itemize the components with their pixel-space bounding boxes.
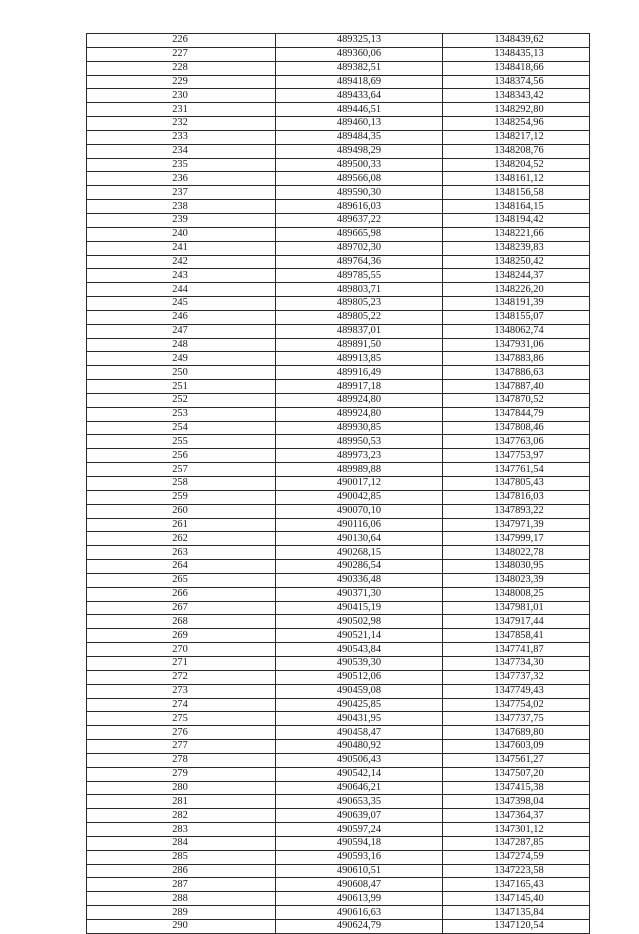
coordinates-table (86, 33, 590, 934)
point-number-cell: 265 (87, 573, 276, 587)
y-coordinate-cell: 1348254,96 (443, 117, 590, 131)
point-number-cell: 290 (87, 920, 276, 934)
x-coordinate-cell: 490512,06 (276, 670, 443, 684)
table-row (87, 75, 590, 89)
point-number-cell: 236 (87, 172, 276, 186)
y-coordinate-cell: 1347858,41 (443, 629, 590, 643)
y-coordinate-cell: 1348155,07 (443, 310, 590, 324)
y-coordinate-cell: 1348022,78 (443, 546, 590, 560)
y-coordinate-cell: 1347223,58 (443, 864, 590, 878)
point-number-cell: 279 (87, 767, 276, 781)
point-number-cell: 270 (87, 643, 276, 657)
x-coordinate-cell: 490070,10 (276, 504, 443, 518)
x-coordinate-cell: 490042,85 (276, 490, 443, 504)
y-coordinate-cell: 1347805,43 (443, 477, 590, 491)
point-number-cell: 229 (87, 75, 276, 89)
point-number-cell: 288 (87, 892, 276, 906)
point-number-cell: 286 (87, 864, 276, 878)
y-coordinate-cell: 1348226,20 (443, 283, 590, 297)
table-row (87, 684, 590, 698)
x-coordinate-cell: 490415,19 (276, 601, 443, 615)
table-row (87, 629, 590, 643)
x-coordinate-cell: 489973,23 (276, 449, 443, 463)
point-number-cell: 260 (87, 504, 276, 518)
point-number-cell: 249 (87, 352, 276, 366)
point-number-cell: 253 (87, 407, 276, 421)
point-number-cell: 281 (87, 795, 276, 809)
point-number-cell: 227 (87, 47, 276, 61)
y-coordinate-cell: 1348418,66 (443, 61, 590, 75)
table-row (87, 103, 590, 117)
x-coordinate-cell: 490542,14 (276, 767, 443, 781)
y-coordinate-cell: 1347398,04 (443, 795, 590, 809)
table-row (87, 504, 590, 518)
table-row (87, 836, 590, 850)
table-row (87, 352, 590, 366)
table-row (87, 158, 590, 172)
y-coordinate-cell: 1348164,15 (443, 200, 590, 214)
x-coordinate-cell: 490616,63 (276, 906, 443, 920)
x-coordinate-cell: 490543,84 (276, 643, 443, 657)
y-coordinate-cell: 1348191,39 (443, 297, 590, 311)
point-number-cell: 248 (87, 338, 276, 352)
point-number-cell: 274 (87, 698, 276, 712)
table-row (87, 490, 590, 504)
point-number-cell: 278 (87, 753, 276, 767)
y-coordinate-cell: 1347689,80 (443, 726, 590, 740)
table-row (87, 130, 590, 144)
y-coordinate-cell: 1347931,06 (443, 338, 590, 352)
x-coordinate-cell: 489924,80 (276, 407, 443, 421)
y-coordinate-cell: 1347737,75 (443, 712, 590, 726)
point-number-cell: 266 (87, 587, 276, 601)
table-row (87, 366, 590, 380)
x-coordinate-cell: 489418,69 (276, 75, 443, 89)
y-coordinate-cell: 1348204,52 (443, 158, 590, 172)
table-row (87, 753, 590, 767)
x-coordinate-cell: 489837,01 (276, 324, 443, 338)
table-row (87, 615, 590, 629)
x-coordinate-cell: 489913,85 (276, 352, 443, 366)
x-coordinate-cell: 489891,50 (276, 338, 443, 352)
point-number-cell: 280 (87, 781, 276, 795)
point-number-cell: 231 (87, 103, 276, 117)
y-coordinate-cell: 1347870,52 (443, 393, 590, 407)
y-coordinate-cell: 1348062,74 (443, 324, 590, 338)
table-row (87, 200, 590, 214)
x-coordinate-cell: 489805,22 (276, 310, 443, 324)
y-coordinate-cell: 1348008,25 (443, 587, 590, 601)
table-row (87, 241, 590, 255)
x-coordinate-cell: 489785,55 (276, 269, 443, 283)
y-coordinate-cell: 1348030,95 (443, 560, 590, 574)
x-coordinate-cell: 489950,53 (276, 435, 443, 449)
x-coordinate-cell: 489803,71 (276, 283, 443, 297)
y-coordinate-cell: 1348194,42 (443, 213, 590, 227)
x-coordinate-cell: 489360,06 (276, 47, 443, 61)
y-coordinate-cell: 1347887,40 (443, 380, 590, 394)
y-coordinate-cell: 1348435,13 (443, 47, 590, 61)
x-coordinate-cell: 489764,36 (276, 255, 443, 269)
y-coordinate-cell: 1348374,56 (443, 75, 590, 89)
table-row (87, 283, 590, 297)
y-coordinate-cell: 1347886,63 (443, 366, 590, 380)
y-coordinate-cell: 1347145,40 (443, 892, 590, 906)
table-row (87, 518, 590, 532)
table-row (87, 34, 590, 48)
point-number-cell: 242 (87, 255, 276, 269)
table-row (87, 449, 590, 463)
table-row (87, 186, 590, 200)
point-number-cell: 239 (87, 213, 276, 227)
y-coordinate-cell: 1347120,54 (443, 920, 590, 934)
y-coordinate-cell: 1348023,39 (443, 573, 590, 587)
x-coordinate-cell: 489325,13 (276, 34, 443, 48)
table-row (87, 227, 590, 241)
table-row (87, 269, 590, 283)
table-row (87, 61, 590, 75)
point-number-cell: 262 (87, 532, 276, 546)
table-row (87, 255, 590, 269)
x-coordinate-cell: 490458,47 (276, 726, 443, 740)
y-coordinate-cell: 1347999,17 (443, 532, 590, 546)
y-coordinate-cell: 1347287,85 (443, 836, 590, 850)
point-number-cell: 234 (87, 144, 276, 158)
x-coordinate-cell: 490268,15 (276, 546, 443, 560)
x-coordinate-cell: 490646,21 (276, 781, 443, 795)
y-coordinate-cell: 1347971,39 (443, 518, 590, 532)
point-number-cell: 230 (87, 89, 276, 103)
table-row (87, 850, 590, 864)
x-coordinate-cell: 490610,51 (276, 864, 443, 878)
point-number-cell: 284 (87, 836, 276, 850)
table-row (87, 380, 590, 394)
table-row (87, 144, 590, 158)
y-coordinate-cell: 1347165,43 (443, 878, 590, 892)
x-coordinate-cell: 490130,64 (276, 532, 443, 546)
y-coordinate-cell: 1347301,12 (443, 823, 590, 837)
x-coordinate-cell: 489989,88 (276, 463, 443, 477)
point-number-cell: 246 (87, 310, 276, 324)
x-coordinate-cell: 489616,03 (276, 200, 443, 214)
x-coordinate-cell: 490506,43 (276, 753, 443, 767)
x-coordinate-cell: 490425,85 (276, 698, 443, 712)
table-row (87, 89, 590, 103)
y-coordinate-cell: 1347763,06 (443, 435, 590, 449)
table-row (87, 172, 590, 186)
table-row (87, 781, 590, 795)
table-row (87, 767, 590, 781)
table-row (87, 421, 590, 435)
y-coordinate-cell: 1347808,46 (443, 421, 590, 435)
point-number-cell: 275 (87, 712, 276, 726)
table-row (87, 670, 590, 684)
x-coordinate-cell: 490653,35 (276, 795, 443, 809)
table-row (87, 601, 590, 615)
point-number-cell: 277 (87, 740, 276, 754)
table-row (87, 393, 590, 407)
x-coordinate-cell: 489924,80 (276, 393, 443, 407)
table-row (87, 573, 590, 587)
x-coordinate-cell: 489637,22 (276, 213, 443, 227)
table-row (87, 823, 590, 837)
point-number-cell: 282 (87, 809, 276, 823)
point-number-cell: 271 (87, 656, 276, 670)
y-coordinate-cell: 1347981,01 (443, 601, 590, 615)
table-row (87, 906, 590, 920)
table-row (87, 47, 590, 61)
table-row (87, 338, 590, 352)
y-coordinate-cell: 1347364,37 (443, 809, 590, 823)
y-coordinate-cell: 1348239,83 (443, 241, 590, 255)
x-coordinate-cell: 490594,18 (276, 836, 443, 850)
x-coordinate-cell: 490480,92 (276, 740, 443, 754)
x-coordinate-cell: 490593,16 (276, 850, 443, 864)
y-coordinate-cell: 1347749,43 (443, 684, 590, 698)
point-number-cell: 259 (87, 490, 276, 504)
x-coordinate-cell: 490613,99 (276, 892, 443, 906)
x-coordinate-cell: 490521,14 (276, 629, 443, 643)
point-number-cell: 263 (87, 546, 276, 560)
point-number-cell: 247 (87, 324, 276, 338)
y-coordinate-cell: 1347135,84 (443, 906, 590, 920)
point-number-cell: 245 (87, 297, 276, 311)
point-number-cell: 254 (87, 421, 276, 435)
table-row (87, 463, 590, 477)
x-coordinate-cell: 489805,23 (276, 297, 443, 311)
point-number-cell: 276 (87, 726, 276, 740)
point-number-cell: 233 (87, 130, 276, 144)
y-coordinate-cell: 1348250,42 (443, 255, 590, 269)
y-coordinate-cell: 1348208,76 (443, 144, 590, 158)
coordinates-table-body (87, 34, 590, 934)
point-number-cell: 244 (87, 283, 276, 297)
table-row (87, 477, 590, 491)
y-coordinate-cell: 1348343,42 (443, 89, 590, 103)
x-coordinate-cell: 490459,08 (276, 684, 443, 698)
y-coordinate-cell: 1348161,12 (443, 172, 590, 186)
table-row (87, 920, 590, 934)
x-coordinate-cell: 490336,48 (276, 573, 443, 587)
point-number-cell: 283 (87, 823, 276, 837)
x-coordinate-cell: 490502,98 (276, 615, 443, 629)
y-coordinate-cell: 1347415,38 (443, 781, 590, 795)
y-coordinate-cell: 1348292,80 (443, 103, 590, 117)
y-coordinate-cell: 1347741,87 (443, 643, 590, 657)
table-row (87, 795, 590, 809)
x-coordinate-cell: 490639,07 (276, 809, 443, 823)
point-number-cell: 267 (87, 601, 276, 615)
table-row (87, 532, 590, 546)
x-coordinate-cell: 489590,30 (276, 186, 443, 200)
point-number-cell: 250 (87, 366, 276, 380)
y-coordinate-cell: 1348221,66 (443, 227, 590, 241)
x-coordinate-cell: 490608,47 (276, 878, 443, 892)
table-row (87, 587, 590, 601)
x-coordinate-cell: 489917,18 (276, 380, 443, 394)
point-number-cell: 235 (87, 158, 276, 172)
point-number-cell: 257 (87, 463, 276, 477)
x-coordinate-cell: 489930,85 (276, 421, 443, 435)
point-number-cell: 268 (87, 615, 276, 629)
point-number-cell: 238 (87, 200, 276, 214)
table-row (87, 546, 590, 560)
y-coordinate-cell: 1347893,22 (443, 504, 590, 518)
x-coordinate-cell: 490371,30 (276, 587, 443, 601)
x-coordinate-cell: 489916,49 (276, 366, 443, 380)
x-coordinate-cell: 489566,08 (276, 172, 443, 186)
x-coordinate-cell: 490116,06 (276, 518, 443, 532)
y-coordinate-cell: 1347883,86 (443, 352, 590, 366)
y-coordinate-cell: 1347561,27 (443, 753, 590, 767)
x-coordinate-cell: 489484,35 (276, 130, 443, 144)
table-row (87, 643, 590, 657)
point-number-cell: 287 (87, 878, 276, 892)
table-row (87, 560, 590, 574)
point-number-cell: 243 (87, 269, 276, 283)
y-coordinate-cell: 1347737,32 (443, 670, 590, 684)
y-coordinate-cell: 1347274,59 (443, 850, 590, 864)
x-coordinate-cell: 490624,79 (276, 920, 443, 934)
table-row (87, 310, 590, 324)
table-row (87, 435, 590, 449)
table-row (87, 213, 590, 227)
x-coordinate-cell: 489460,13 (276, 117, 443, 131)
table-row (87, 407, 590, 421)
table-row (87, 864, 590, 878)
point-number-cell: 256 (87, 449, 276, 463)
x-coordinate-cell: 490597,24 (276, 823, 443, 837)
x-coordinate-cell: 489446,51 (276, 103, 443, 117)
y-coordinate-cell: 1347603,09 (443, 740, 590, 754)
point-number-cell: 241 (87, 241, 276, 255)
point-number-cell: 258 (87, 477, 276, 491)
point-number-cell: 226 (87, 34, 276, 48)
x-coordinate-cell: 489498,29 (276, 144, 443, 158)
y-coordinate-cell: 1347734,30 (443, 656, 590, 670)
table-row (87, 878, 590, 892)
table-row (87, 892, 590, 906)
x-coordinate-cell: 490017,12 (276, 477, 443, 491)
y-coordinate-cell: 1348244,37 (443, 269, 590, 283)
y-coordinate-cell: 1348156,58 (443, 186, 590, 200)
point-number-cell: 269 (87, 629, 276, 643)
x-coordinate-cell: 490286,54 (276, 560, 443, 574)
y-coordinate-cell: 1347816,03 (443, 490, 590, 504)
point-number-cell: 261 (87, 518, 276, 532)
y-coordinate-cell: 1347507,20 (443, 767, 590, 781)
y-coordinate-cell: 1347754,02 (443, 698, 590, 712)
table-row (87, 698, 590, 712)
x-coordinate-cell: 489665,98 (276, 227, 443, 241)
y-coordinate-cell: 1347761,54 (443, 463, 590, 477)
point-number-cell: 237 (87, 186, 276, 200)
y-coordinate-cell: 1347753,97 (443, 449, 590, 463)
x-coordinate-cell: 489702,30 (276, 241, 443, 255)
point-number-cell: 232 (87, 117, 276, 131)
point-number-cell: 255 (87, 435, 276, 449)
point-number-cell: 289 (87, 906, 276, 920)
y-coordinate-cell: 1348217,12 (443, 130, 590, 144)
point-number-cell: 264 (87, 560, 276, 574)
table-row (87, 297, 590, 311)
table-row (87, 117, 590, 131)
point-number-cell: 251 (87, 380, 276, 394)
table-row (87, 726, 590, 740)
x-coordinate-cell: 490431,95 (276, 712, 443, 726)
x-coordinate-cell: 490539,30 (276, 656, 443, 670)
y-coordinate-cell: 1347844,79 (443, 407, 590, 421)
point-number-cell: 252 (87, 393, 276, 407)
table-row (87, 656, 590, 670)
x-coordinate-cell: 489382,51 (276, 61, 443, 75)
point-number-cell: 273 (87, 684, 276, 698)
y-coordinate-cell: 1348439,62 (443, 34, 590, 48)
table-row (87, 324, 590, 338)
y-coordinate-cell: 1347917,44 (443, 615, 590, 629)
point-number-cell: 272 (87, 670, 276, 684)
table-row (87, 740, 590, 754)
point-number-cell: 285 (87, 850, 276, 864)
point-number-cell: 228 (87, 61, 276, 75)
x-coordinate-cell: 489433,64 (276, 89, 443, 103)
point-number-cell: 240 (87, 227, 276, 241)
table-row (87, 809, 590, 823)
x-coordinate-cell: 489500,33 (276, 158, 443, 172)
table-row (87, 712, 590, 726)
